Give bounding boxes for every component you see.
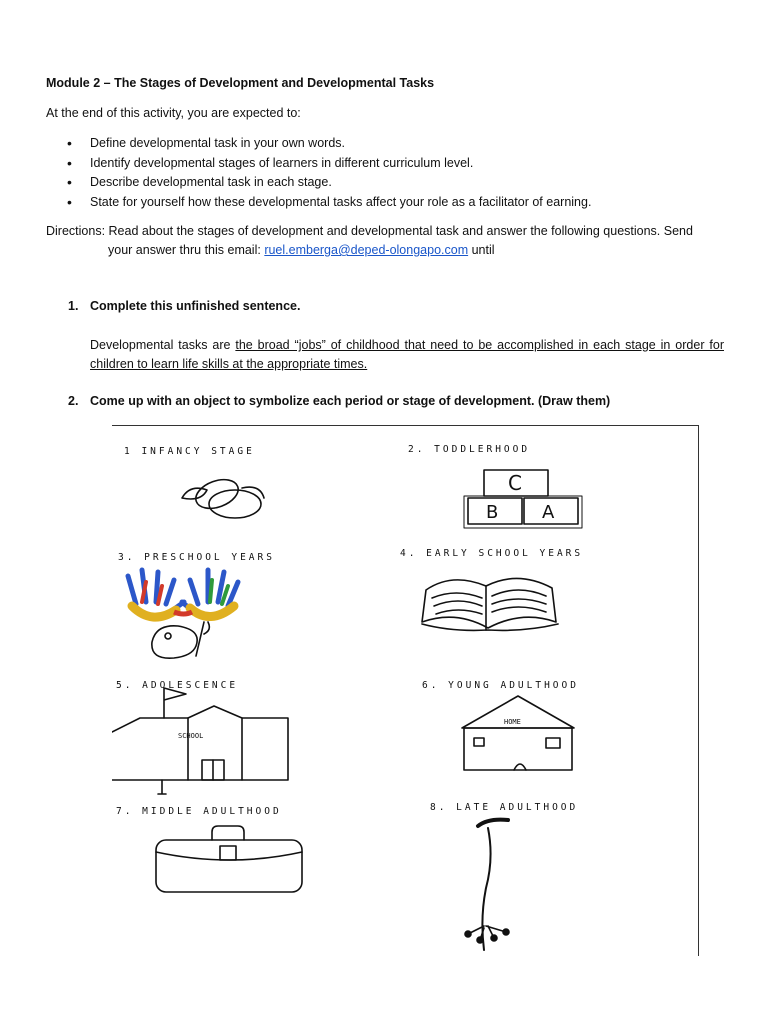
question-1 — [68, 299, 300, 313]
school-building-icon — [112, 688, 288, 794]
question-text: Complete this unfinished sentence. — [90, 299, 301, 313]
block-letter-a: A — [542, 502, 555, 523]
stage-label-3: 3. PRESCHOOL YEARS — [118, 552, 275, 563]
school-sign: SCHOOL — [178, 732, 204, 740]
stage-label-7: 7. MIDDLE ADULTHOOD — [116, 806, 282, 817]
answer-text — [90, 336, 724, 374]
objective-item: • Define developmental task in your own words. — [90, 134, 591, 154]
answer-underlined: the broad “jobs” of childhood that need to be accomplished in each stage in order for children to learn life skills at the appropriate times. — [90, 338, 724, 371]
question-text: Come up with an object to symbolize each period or stage of development. (Draw them) — [90, 394, 611, 408]
drawing-sheet — [112, 425, 699, 956]
palette-icon — [152, 622, 209, 658]
directions-text: Directions: Read about the stages of development and developmental task and answer the following questions. Send — [46, 224, 693, 238]
pacifier-icon — [182, 474, 264, 518]
block-letter-b: B — [486, 502, 499, 523]
answer-prefix: Developmental tasks are — [90, 338, 236, 352]
objective-item: • Identify developmental stages of learners in different curriculum level. — [90, 154, 591, 174]
stage-label-2: 2. TODDLERHOOD — [408, 444, 531, 455]
abc-blocks-icon — [464, 470, 582, 528]
objective-item: • State for yourself how these developmental tasks affect your role as a facilitator of earning. — [90, 193, 591, 213]
directions — [46, 222, 724, 260]
question-2 — [68, 394, 610, 408]
directions-suffix: until — [468, 243, 495, 257]
house-icon — [462, 696, 574, 770]
stage-label-1: 1 INFANCY STAGE — [124, 446, 255, 457]
cane-icon — [465, 820, 509, 950]
stage-label-8: 8. LATE ADULTHOOD — [430, 802, 579, 813]
objective-item: • Describe developmental task in each stage. — [90, 173, 591, 193]
directions-email-prefix: your answer thru this email: — [108, 243, 265, 257]
question-number: 1. — [68, 299, 79, 313]
question-number: 2. — [68, 394, 79, 408]
home-sign: HOME — [504, 718, 521, 726]
directions-line2 — [46, 241, 724, 260]
briefcase-icon — [156, 826, 302, 892]
intro-text: At the end of this activity, you are expected to: — [46, 106, 301, 120]
drawing-canvas — [112, 426, 698, 956]
stage-label-6: 6. YOUNG ADULTHOOD — [422, 680, 579, 691]
painted-hands-icon — [128, 570, 238, 617]
open-book-icon — [422, 578, 558, 630]
module-title: Module 2 – The Stages of Development and Developmental Tasks — [46, 76, 435, 90]
block-letter-c: C — [508, 471, 522, 495]
email-link[interactable]: ruel.emberga@deped-olongapo.com — [264, 243, 469, 257]
stage-label-5: 5. ADOLESCENCE — [116, 680, 239, 691]
stage-label-4: 4. EARLY SCHOOL YEARS — [400, 548, 584, 559]
objectives-list — [46, 134, 591, 212]
